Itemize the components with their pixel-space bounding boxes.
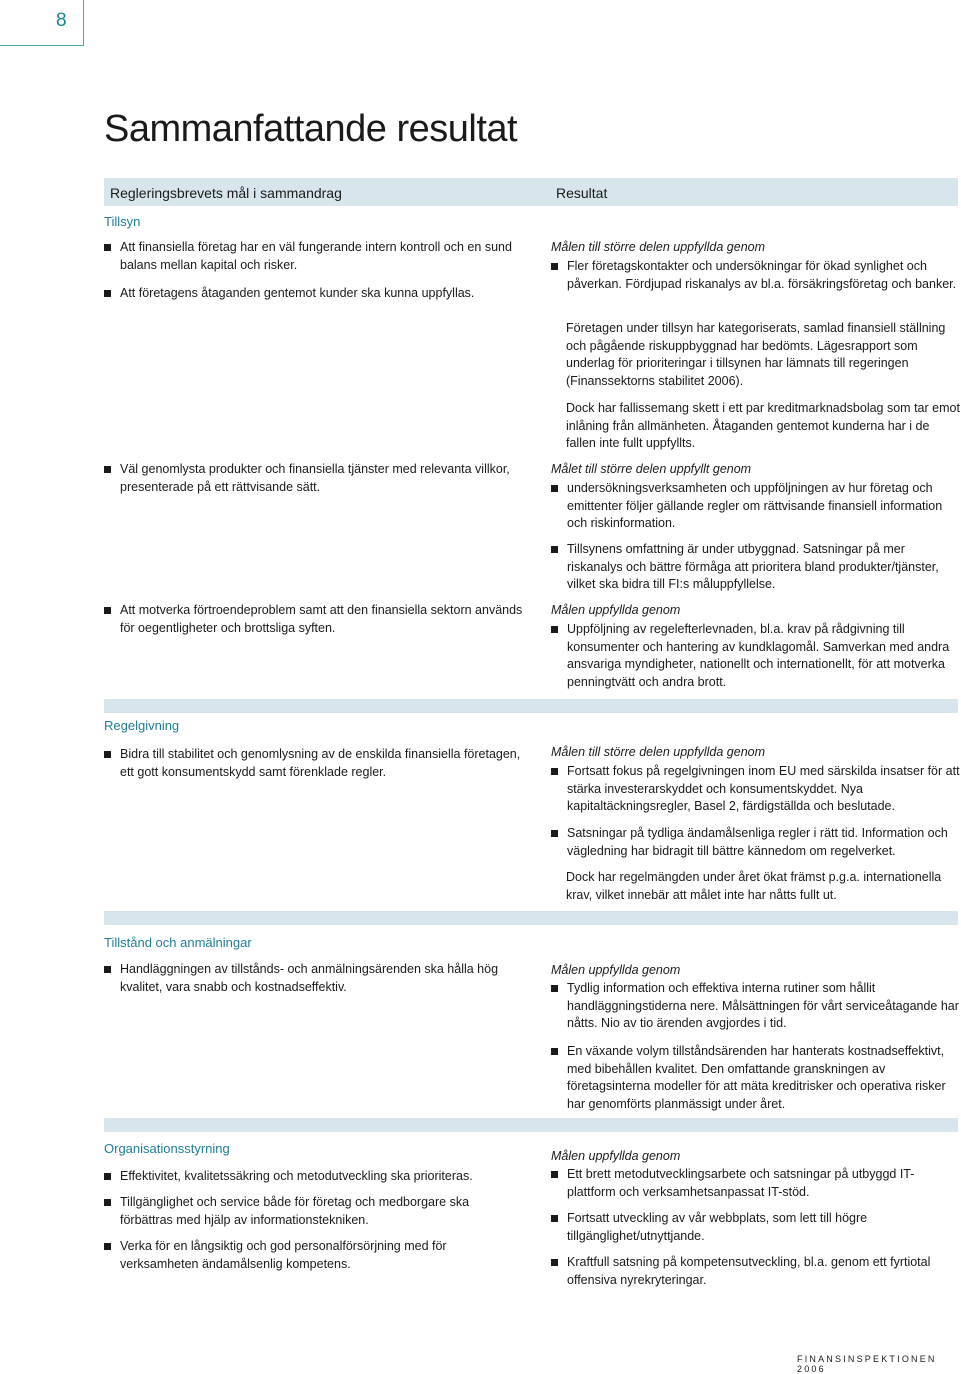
section-divider [104, 911, 958, 925]
bullet-icon [551, 768, 558, 775]
section-divider [104, 1118, 958, 1132]
goal-item: Verka för en långsiktig och god personalförsörjning med för verksamheten ändamålsenlig kompetens. [104, 1238, 524, 1273]
page-title: Sammanfattande resultat [104, 108, 518, 150]
result-item: Tydlig information och effektiva interna rutiner som hållit handläggningstiderna nere. Målsättningen för vårt serviceåtagande har nåtts. Nio av tio ärenden avgjordes i tid. [551, 980, 961, 1033]
page-footer: FINANSINSPEKTIONEN 2006 [797, 1354, 937, 1374]
result-item: Uppföljning av regelefterlevnaden, bl.a. krav på rådgivning till konsumenter och hantering av kundklagomål. Samverkan med andra ansvariga myndigheter, nationellt och internationellt, för att motverka penningtvätt och andra brott. [551, 621, 961, 691]
result-item: Fortsatt utveckling av vår webbplats, som lett till högre tillgänglighet/utnyttjande. [551, 1210, 961, 1245]
bullet-icon [551, 1048, 558, 1055]
bullet-icon [104, 466, 111, 473]
bullet-icon [551, 830, 558, 837]
bullet-icon [104, 244, 111, 251]
result-heading: Målen uppfyllda genom [551, 603, 681, 617]
goal-item: Väl genomlysta produkter och finansiella tjänster med relevanta villkor, presenterade på ett rättvisande sätt. [104, 461, 524, 496]
result-heading: Målen uppfyllda genom [551, 963, 681, 977]
result-paragraph: Dock har regelmängden under året ökat främst p.g.a. internationella krav, vilket innebär att målet inte har nåtts fullt ut. [566, 870, 942, 902]
result-heading: Målet till större delen uppfyllt genom [551, 462, 752, 476]
bullet-icon [551, 1259, 558, 1266]
result-item: Fortsatt fokus på regelgivningen inom EU med särskilda insatser för att stärka investerarskyddet och konsumentskyddet. Nya kapitaltäckningsregler, Basel 2, färdigställda och beslutade. [551, 763, 961, 816]
goal-item: Tillgänglighet och service både för företag och medborgare ska förbättras med hjälp av informationstekniken. [104, 1194, 524, 1229]
goal-item: Att motverka förtroendeproblem samt att den finansiella sektorn används för oegentligheter och brottsliga syften. [104, 602, 524, 637]
section-heading-regelgivning: Regelgivning [104, 718, 180, 733]
section-divider [104, 699, 958, 713]
section-heading-organisation: Organisationsstyrning [104, 1141, 230, 1156]
goal-item: Effektivitet, kvalitetssäkring och metodutveckling ska prioriteras. [104, 1168, 524, 1186]
result-item: Kraftfull satsning på kompetensutveckling, bl.a. genom ett fyrtiotal offensiva nyrekryteringar. [551, 1254, 961, 1289]
result-paragraph: Företagen under tillsyn har kategoriserats, samlad finansiell ställning och pågående riskuppbyggnad har bedömts. Lägesrapport som underlag för prioriteringar i tillsynen har lämnats till regeringen (Finanssektorns stabilitet 2006). [566, 321, 946, 388]
section-heading-tillsyn: Tillsyn [104, 214, 141, 229]
page-number: 8 [56, 10, 67, 31]
result-heading: Målen till större delen uppfyllda genom [551, 240, 766, 254]
bullet-icon [104, 1243, 111, 1250]
bullet-icon [551, 626, 558, 633]
bullet-icon [551, 1171, 558, 1178]
bullet-icon [104, 290, 111, 297]
goal-item: Bidra till stabilitet och genomlysning av de enskilda finansiella företagen, ett gott konsumentskydd samt förenklade regler. [104, 746, 524, 781]
bullet-icon [104, 751, 111, 758]
bullet-icon [551, 1215, 558, 1222]
result-heading: Målen uppfyllda genom [551, 1149, 681, 1163]
table-header-goals: Regleringsbrevets mål i sammandrag [110, 185, 342, 201]
bullet-icon [104, 1173, 111, 1180]
result-item: Satsningar på tydliga ändamålsenliga regler i rätt tid. Information och vägledning har bidragit till bättre kännedom om regelverket. [551, 825, 961, 860]
result-item: Fler företagskontakter och undersökningar för ökad synlighet och påverkan. Fördjupad riskanalys av bl.a. försäkringsföretag och banker. [551, 258, 961, 293]
bullet-icon [104, 966, 111, 973]
bullet-icon [104, 607, 111, 614]
result-item: En växande volym tillståndsärenden har hanterats kostnadseffektivt, med bibehållen kvalitet. Den omfattande granskningen av företagsinterna modeller för att mäta kreditrisker och operativa risker har genomförts planmässigt under året. [551, 1043, 961, 1113]
bullet-icon [551, 485, 558, 492]
result-paragraph: Dock har fallissemang skett i ett par kreditmarknadsbolag som tar emot inlåning från allmänheten. Åtaganden gentemot kunderna har i de fallen inte fullt uppfyllts. [566, 401, 960, 451]
bullet-icon [551, 263, 558, 270]
result-item: undersökningsverksamheten och uppföljningen av hur företag och emittenter följer gällande regler om rättvisande finansiell information och riskinformation. [551, 480, 961, 533]
result-item: Tillsynens omfattning är under utbyggnad. Satsningar på mer riskanalys och bättre förmåga att prioritera bland produkter/tjänster, vilket ska bidra till FI:s måluppfyllelse. [551, 541, 961, 594]
bullet-icon [551, 985, 558, 992]
bullet-icon [551, 546, 558, 553]
section-heading-tillstand: Tillstånd och anmälningar [104, 935, 252, 950]
goal-item: Handläggningen av tillstånds- och anmälningsärenden ska hålla hög kvalitet, vara snabb och kostnadseffektiv. [104, 961, 524, 996]
goal-item: Att företagens åtaganden gentemot kunder ska kunna uppfyllas. [104, 285, 524, 303]
result-heading: Målen till större delen uppfyllda genom [551, 745, 766, 759]
result-item: Ett brett metodutvecklingsarbete och satsningar på utbyggd IT-plattform och verksamhetsanpassat IT-stöd. [551, 1166, 961, 1201]
page-number-box [0, 0, 84, 46]
table-header-results: Resultat [556, 185, 608, 201]
bullet-icon [104, 1199, 111, 1206]
goal-item: Att finansiella företag har en väl fungerande intern kontroll och en sund balans mellan kapital och risker. [104, 239, 524, 274]
